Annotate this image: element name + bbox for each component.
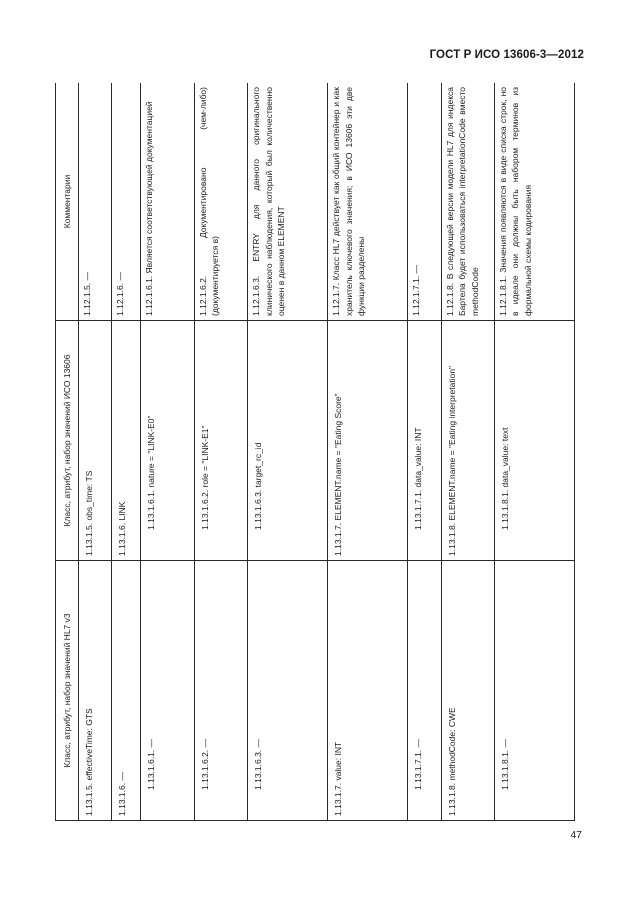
- table-row: [248, 83, 328, 821]
- table-row: [494, 83, 574, 821]
- iso-cell: 1.13.1.5. obs_time: TS: [79, 321, 112, 561]
- hl7-cell: 1.13.1.6.1. —: [141, 561, 194, 821]
- table-row: [408, 83, 441, 821]
- comment-cell: 1.12.1.6.2. Документировано (чем-либо) (документируется в): [194, 83, 247, 321]
- column-header-comments: Комментарии: [56, 83, 79, 321]
- iso-cell: 1.13.1.8.1. data_value: text: [494, 321, 574, 561]
- comment-cell: 1.12.1.6.3. ENTRY для данного оригинального клинического наблюдения, который был количественно оценен в данном ELEMENT: [248, 83, 328, 321]
- iso-cell: 1.13.1.7. ELEMENT.name = "Eating Score": [328, 321, 408, 561]
- hl7-cell: 1.13.1.7.1. —: [408, 561, 441, 821]
- comment-cell: 1.12.1.6.1. Является соответствующей документацией: [141, 83, 194, 321]
- page-number: 47: [570, 829, 582, 841]
- standard-code: ГОСТ Р ИСО 13606-3—2012: [429, 49, 584, 61]
- comment-cell: 1.12.1.7. Класс HL7 действует как общий контейнер и как хранитель ключевого значения; в ИСО 13606 эти две функции разделены: [328, 83, 408, 321]
- hl7-cell: 1.13.1.8.1. —: [494, 561, 574, 821]
- iso-cell: 1.13.1.6.3. target_rc_id: [248, 321, 328, 561]
- iso-cell: 1.13.1.8. ELEMENT.name = "Eating interpretation": [441, 321, 494, 561]
- comment-cell: 1.12.1.8. В следующей версии модели HL7 для индекса Бартела будет использоваться interpretationCode вместо methodCode: [441, 83, 494, 321]
- table-row: [79, 83, 112, 821]
- hl7-cell: 1.13.1.6.3. —: [248, 561, 328, 821]
- table-row: [328, 83, 408, 821]
- table-row: [112, 83, 141, 821]
- comment-cell: 1.12.1.5. —: [79, 83, 112, 321]
- iso-cell: 1.13.1.6. LINK: [112, 321, 141, 561]
- rotated-table-container: [55, 83, 575, 821]
- column-header-iso: Класс, атрибут, набор значений ИСО 13606: [56, 321, 79, 561]
- iso-cell: 1.13.1.6.1. nature = "LINK-E0": [141, 321, 194, 561]
- hl7-cell: 1.13.1.5. effectiveTime: GTS: [79, 561, 112, 821]
- table-header-row: [56, 83, 79, 821]
- hl7-cell: 1.13.1.7. value: INT: [328, 561, 408, 821]
- table-row: [141, 83, 194, 821]
- hl7-cell: 1.13.1.6.2. —: [194, 561, 247, 821]
- iso-cell: 1.13.1.6.2. role = "LINK-E1": [194, 321, 247, 561]
- comment-cell: 1.12.1.6. —: [112, 83, 141, 321]
- iso-cell: 1.13.1.7.1. data_value: INT: [408, 321, 441, 561]
- table-row: [441, 83, 494, 821]
- comment-cell: 1.12.1.7.1. —: [408, 83, 441, 321]
- comment-cell: 1.12.1.8.1. Значения появляются в виде списка строк, но в идеале они должны быть набором терминов из формальной схемы кодирования: [494, 83, 574, 321]
- hl7-cell: 1.13.1.8. methodCode: CWE: [441, 561, 494, 821]
- table-row: [194, 83, 247, 821]
- column-header-hl7: Класс, атрибут, набор значений HL7 v3: [56, 561, 79, 821]
- hl7-cell: 1.13.1.6. —: [112, 561, 141, 821]
- mapping-table: [55, 83, 575, 821]
